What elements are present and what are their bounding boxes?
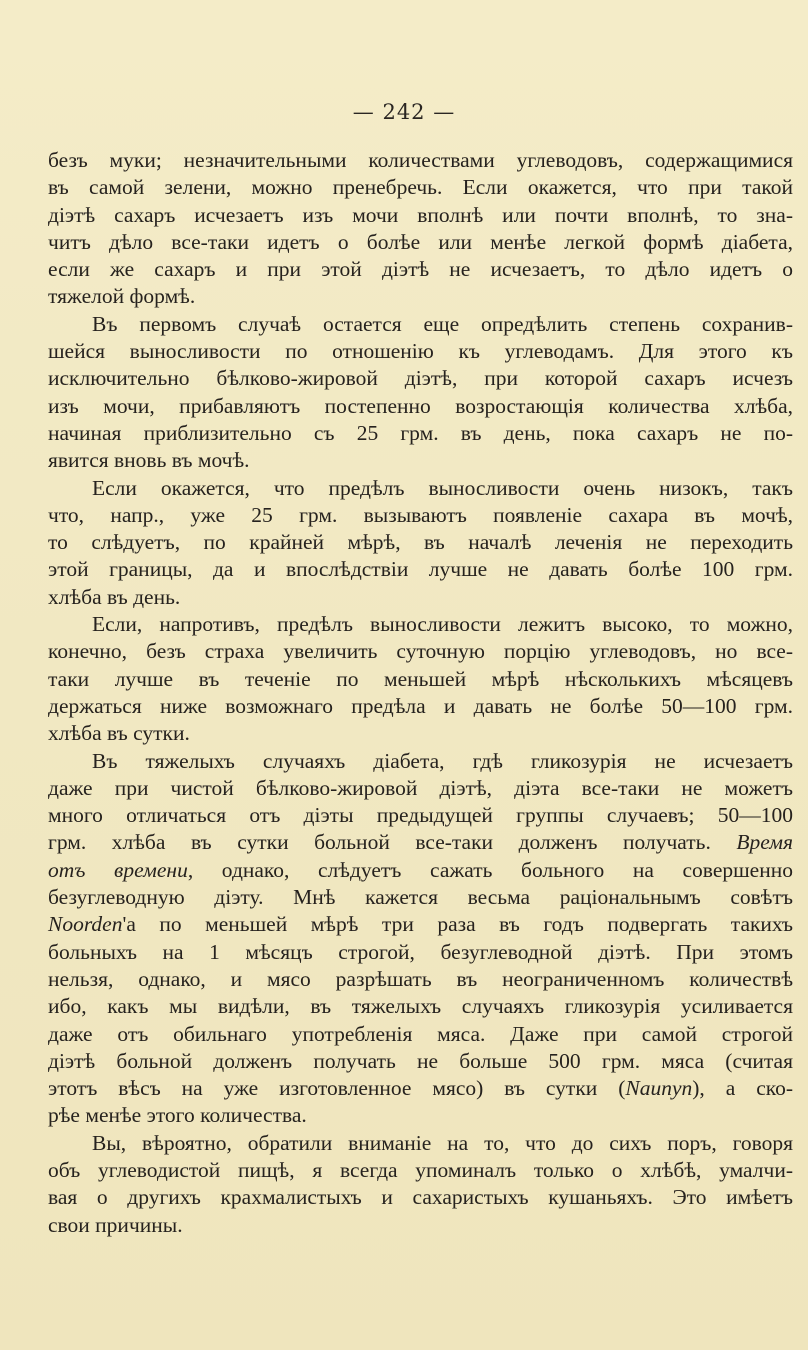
text-line: Если, напротивъ, предѣлъ выносливости лежитъ высоко, то можно, xyxy=(92,612,793,637)
paragraph xyxy=(48,1130,793,1239)
text-line: хлѣба въ сутки. xyxy=(48,721,190,746)
text-line: свои причины. xyxy=(48,1212,183,1237)
text-line: Если окажется, что предѣлъ выносливости очень низокъ, такъ xyxy=(92,475,793,500)
text-line: что, напр., уже 25 грм. вызываютъ появленіе сахара въ мочѣ, xyxy=(48,502,793,527)
text-line: явится вновь въ мочѣ. xyxy=(48,448,250,473)
text-line: діэтѣ сахаръ исчезаетъ изъ мочи вполнѣ или почти вполнѣ, то зна- xyxy=(48,202,793,227)
text-line: таки лучше въ теченіе по меньшей мѣрѣ нѣсколькихъ мѣсяцевъ xyxy=(48,666,793,691)
text-line: начиная приблизительно съ 25 грм. въ день, пока сахаръ не по- xyxy=(48,420,793,445)
text-line: изъ мочи, прибавляютъ постепенно возростающія количества хлѣба, xyxy=(48,393,793,418)
text-line: читъ дѣло все-таки идетъ о болѣе или менѣе легкой формѣ діабета, xyxy=(48,229,793,254)
text-line: даже при чистой бѣлково-жировой діэтѣ, діэта все-таки не можетъ xyxy=(48,775,793,800)
text-line: рѣе менѣе этого количества. xyxy=(48,1103,307,1128)
text-line: объ углеводистой пищѣ, я всегда упоминалъ только о хлѣбѣ, умалчи- xyxy=(48,1157,793,1182)
text-line: хлѣба въ день. xyxy=(48,584,181,609)
paragraph xyxy=(48,311,793,475)
paragraph xyxy=(48,147,793,311)
text-line: держаться ниже возможнаго предѣла и давать не болѣе 50—100 грм. xyxy=(48,693,793,718)
text-line: діэтѣ больной долженъ получать не больше 500 грм. мяса (считая xyxy=(48,1048,793,1073)
text-line: если же сахаръ и при этой діэтѣ не исчезаетъ, то дѣло идетъ о xyxy=(48,257,793,282)
text-line: нельзя, однако, и мясо разрѣшать въ неограниченномъ количествѣ xyxy=(48,966,793,991)
text-line: вая о другихъ крахмалистыхъ и сахаристыхъ кушаньяхъ. Это имѣетъ xyxy=(48,1185,793,1210)
paragraph xyxy=(48,611,793,747)
text-line: этой границы, да и впослѣдствіи лучше не давать болѣе 100 грм. xyxy=(48,557,793,582)
text-line: тяжелой формѣ. xyxy=(48,284,196,309)
text-line: исключительно бѣлково-жировой діэтѣ, при которой сахаръ исчезъ xyxy=(48,366,793,391)
text-line: больныхъ на 1 мѣсяцъ строгой, безуглеводной діэтѣ. При этомъ xyxy=(48,939,793,964)
italic-text: Naunyn xyxy=(625,1076,693,1101)
italic-text: Noorden xyxy=(48,912,123,937)
paragraph xyxy=(48,475,793,611)
text-line: много отличаться отъ діэты предыдущей группы случаевъ; 50—100 xyxy=(48,803,793,828)
italic-text: отъ времени xyxy=(48,857,188,882)
text-line: грм. хлѣба въ сутки больной все-таки долженъ получать. Время xyxy=(48,830,793,855)
text-line: шейся выносливости по отношенію къ углеводамъ. Для этого къ xyxy=(48,339,793,364)
text-line: Въ тяжелыхъ случаяхъ діабета, гдѣ гликозурія не исчезаетъ xyxy=(92,748,793,773)
text-line: Вы, вѣроятно, обратили вниманіе на то, что до сихъ поръ, говоря xyxy=(92,1130,793,1155)
text-line: даже отъ обильнаго употребленія мяса. Даже при самой строгой xyxy=(48,1021,793,1046)
text-line: въ самой зелени, можно пренебречь. Если окажется, что при такой xyxy=(48,175,793,200)
text-line: ибо, какъ мы видѣли, въ тяжелыхъ случаяхъ гликозурія усиливается xyxy=(48,994,793,1019)
text-line: то слѣдуетъ, по крайней мѣрѣ, въ началѣ леченія не переходить xyxy=(48,530,793,555)
text-line: Въ первомъ случаѣ остается еще опредѣлить степень сохранив- xyxy=(92,311,793,336)
text-line: конечно, безъ страха увеличить суточную порцію углеводовъ, но все- xyxy=(48,639,793,664)
body-text xyxy=(48,147,793,1239)
page-number: — 242 — xyxy=(352,100,456,124)
italic-text: Время xyxy=(736,830,793,855)
text-line: Noorden'а по меньшей мѣрѣ три раза въ годъ подвергать такихъ xyxy=(48,912,793,937)
text-line: этотъ вѣсъ на уже изготовленное мясо) въ сутки (Naunyn), а ско- xyxy=(48,1076,794,1101)
text-line: отъ времени, однако, слѣдуетъ сажать больного на совершенно xyxy=(48,857,793,882)
paragraph xyxy=(48,748,793,1130)
text-line: безуглеводную діэту. Мнѣ кажется весьма раціональнымъ совѣтъ xyxy=(48,885,793,910)
text-line: безъ муки; незначительными количествами углеводовъ, содержащимися xyxy=(48,148,793,172)
